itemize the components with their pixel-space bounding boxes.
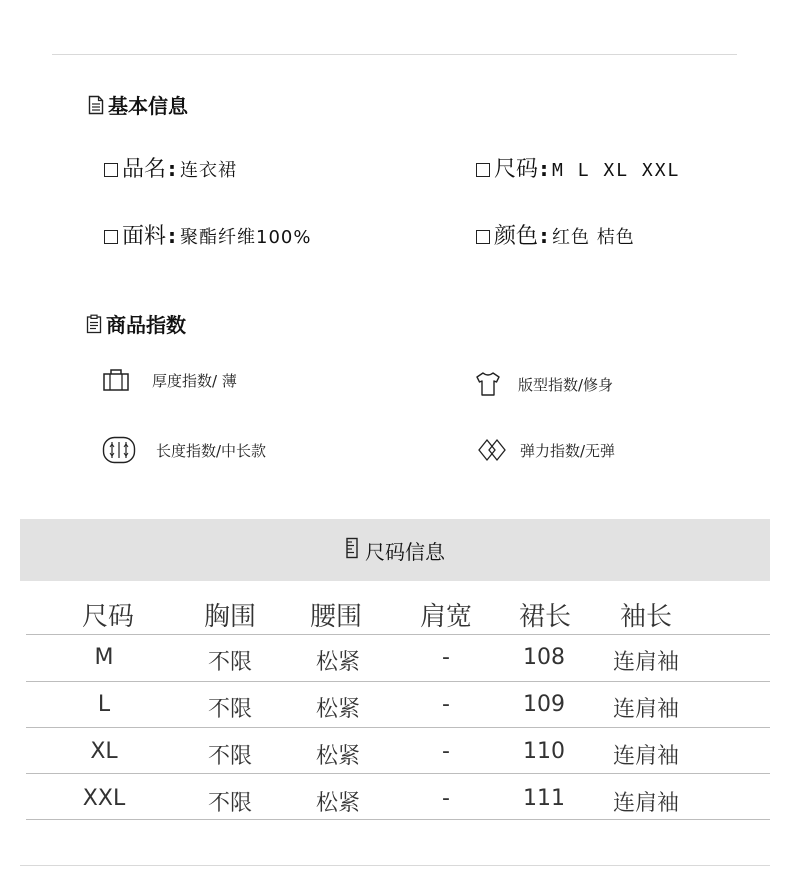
table-cell: XXL [82,786,126,811]
row-divider [26,819,770,820]
table-cell: 松紧 [315,697,360,722]
table-cell: 109 [523,692,565,717]
basic-info-title [88,90,188,119]
tshirt-icon [474,370,502,398]
checkbox-icon [476,163,490,177]
table-cell: M [94,645,114,670]
field-name [104,152,237,183]
table-cell: 111 [523,786,565,811]
row-divider [26,773,770,774]
index-text: 弹力指数/无弹 [520,441,616,460]
row-divider [26,681,770,682]
table-cell: - [442,692,450,717]
table-cell: 连肩袖 [612,791,679,816]
checkbox-icon [104,230,118,244]
ruler-icon [345,537,359,564]
field-colon: : [168,157,177,181]
table-header: 裙长 [518,602,571,632]
table-cell: 不限 [207,697,252,722]
table-cell: L [97,692,111,717]
field-value: 连衣裙 [180,160,238,181]
field-color [476,219,635,250]
size-info-band [20,519,770,581]
table-cell: 松紧 [315,650,360,675]
table-header: 肩宽 [419,602,472,632]
table-header-divider [26,634,770,635]
table-cell: 不限 [207,791,252,816]
product-index-title [86,309,186,338]
table-cell: - [442,645,450,670]
size-info-title [20,519,770,581]
table-cell: 108 [523,645,565,670]
table-cell: - [442,786,450,811]
checkbox-icon [104,163,118,177]
field-value: M L XL XXL [552,160,681,181]
index-item-elasticity [478,436,615,464]
table-cell: - [442,739,450,764]
table-cell: 连肩袖 [612,697,679,722]
bottom-divider [20,865,770,866]
table-cell: 不限 [207,744,252,769]
table-cell: XL [90,739,118,764]
checkbox-icon [476,230,490,244]
field-value: 聚酯纤维100% [180,227,312,248]
index-item-length [102,436,266,464]
index-text: 长度指数/中长款 [156,441,267,460]
table-header: 袖长 [619,602,672,632]
field-value: 红色 桔色 [552,227,635,248]
product-index-title-text: 商品指数 [106,313,186,337]
table-cell: 松紧 [315,744,360,769]
index-item-thickness [102,366,237,394]
field-label: 颜色 [494,224,539,249]
table-cell: 松紧 [315,791,360,816]
table-cell: 不限 [207,650,252,675]
field-colon: : [168,224,177,248]
table-cell: 110 [523,739,565,764]
clipboard-icon [86,314,102,334]
table-cell: 连肩袖 [612,744,679,769]
field-size [476,152,680,183]
size-info-title-text: 尺码信息 [365,539,445,564]
field-label: 品名 [122,157,167,182]
index-text: 厚度指数/ 薄 [152,371,237,390]
table-header: 腰围 [309,602,362,632]
document-icon [88,95,104,115]
table-header: 胸围 [203,602,256,632]
field-label: 面料 [122,224,167,249]
basic-info-title-text: 基本信息 [108,94,188,118]
bag-icon [102,366,130,394]
index-text: 版型指数/修身 [518,375,614,394]
index-item-fit [474,370,613,398]
diamond-icon [478,436,506,464]
field-colon: : [540,157,549,181]
row-divider [26,727,770,728]
ruler-icon [102,436,136,464]
table-cell: 连肩袖 [612,650,679,675]
top-divider [52,54,737,55]
field-label: 尺码 [494,157,539,182]
field-fabric [104,219,311,250]
field-colon: : [540,224,549,248]
table-header: 尺码 [81,602,134,632]
